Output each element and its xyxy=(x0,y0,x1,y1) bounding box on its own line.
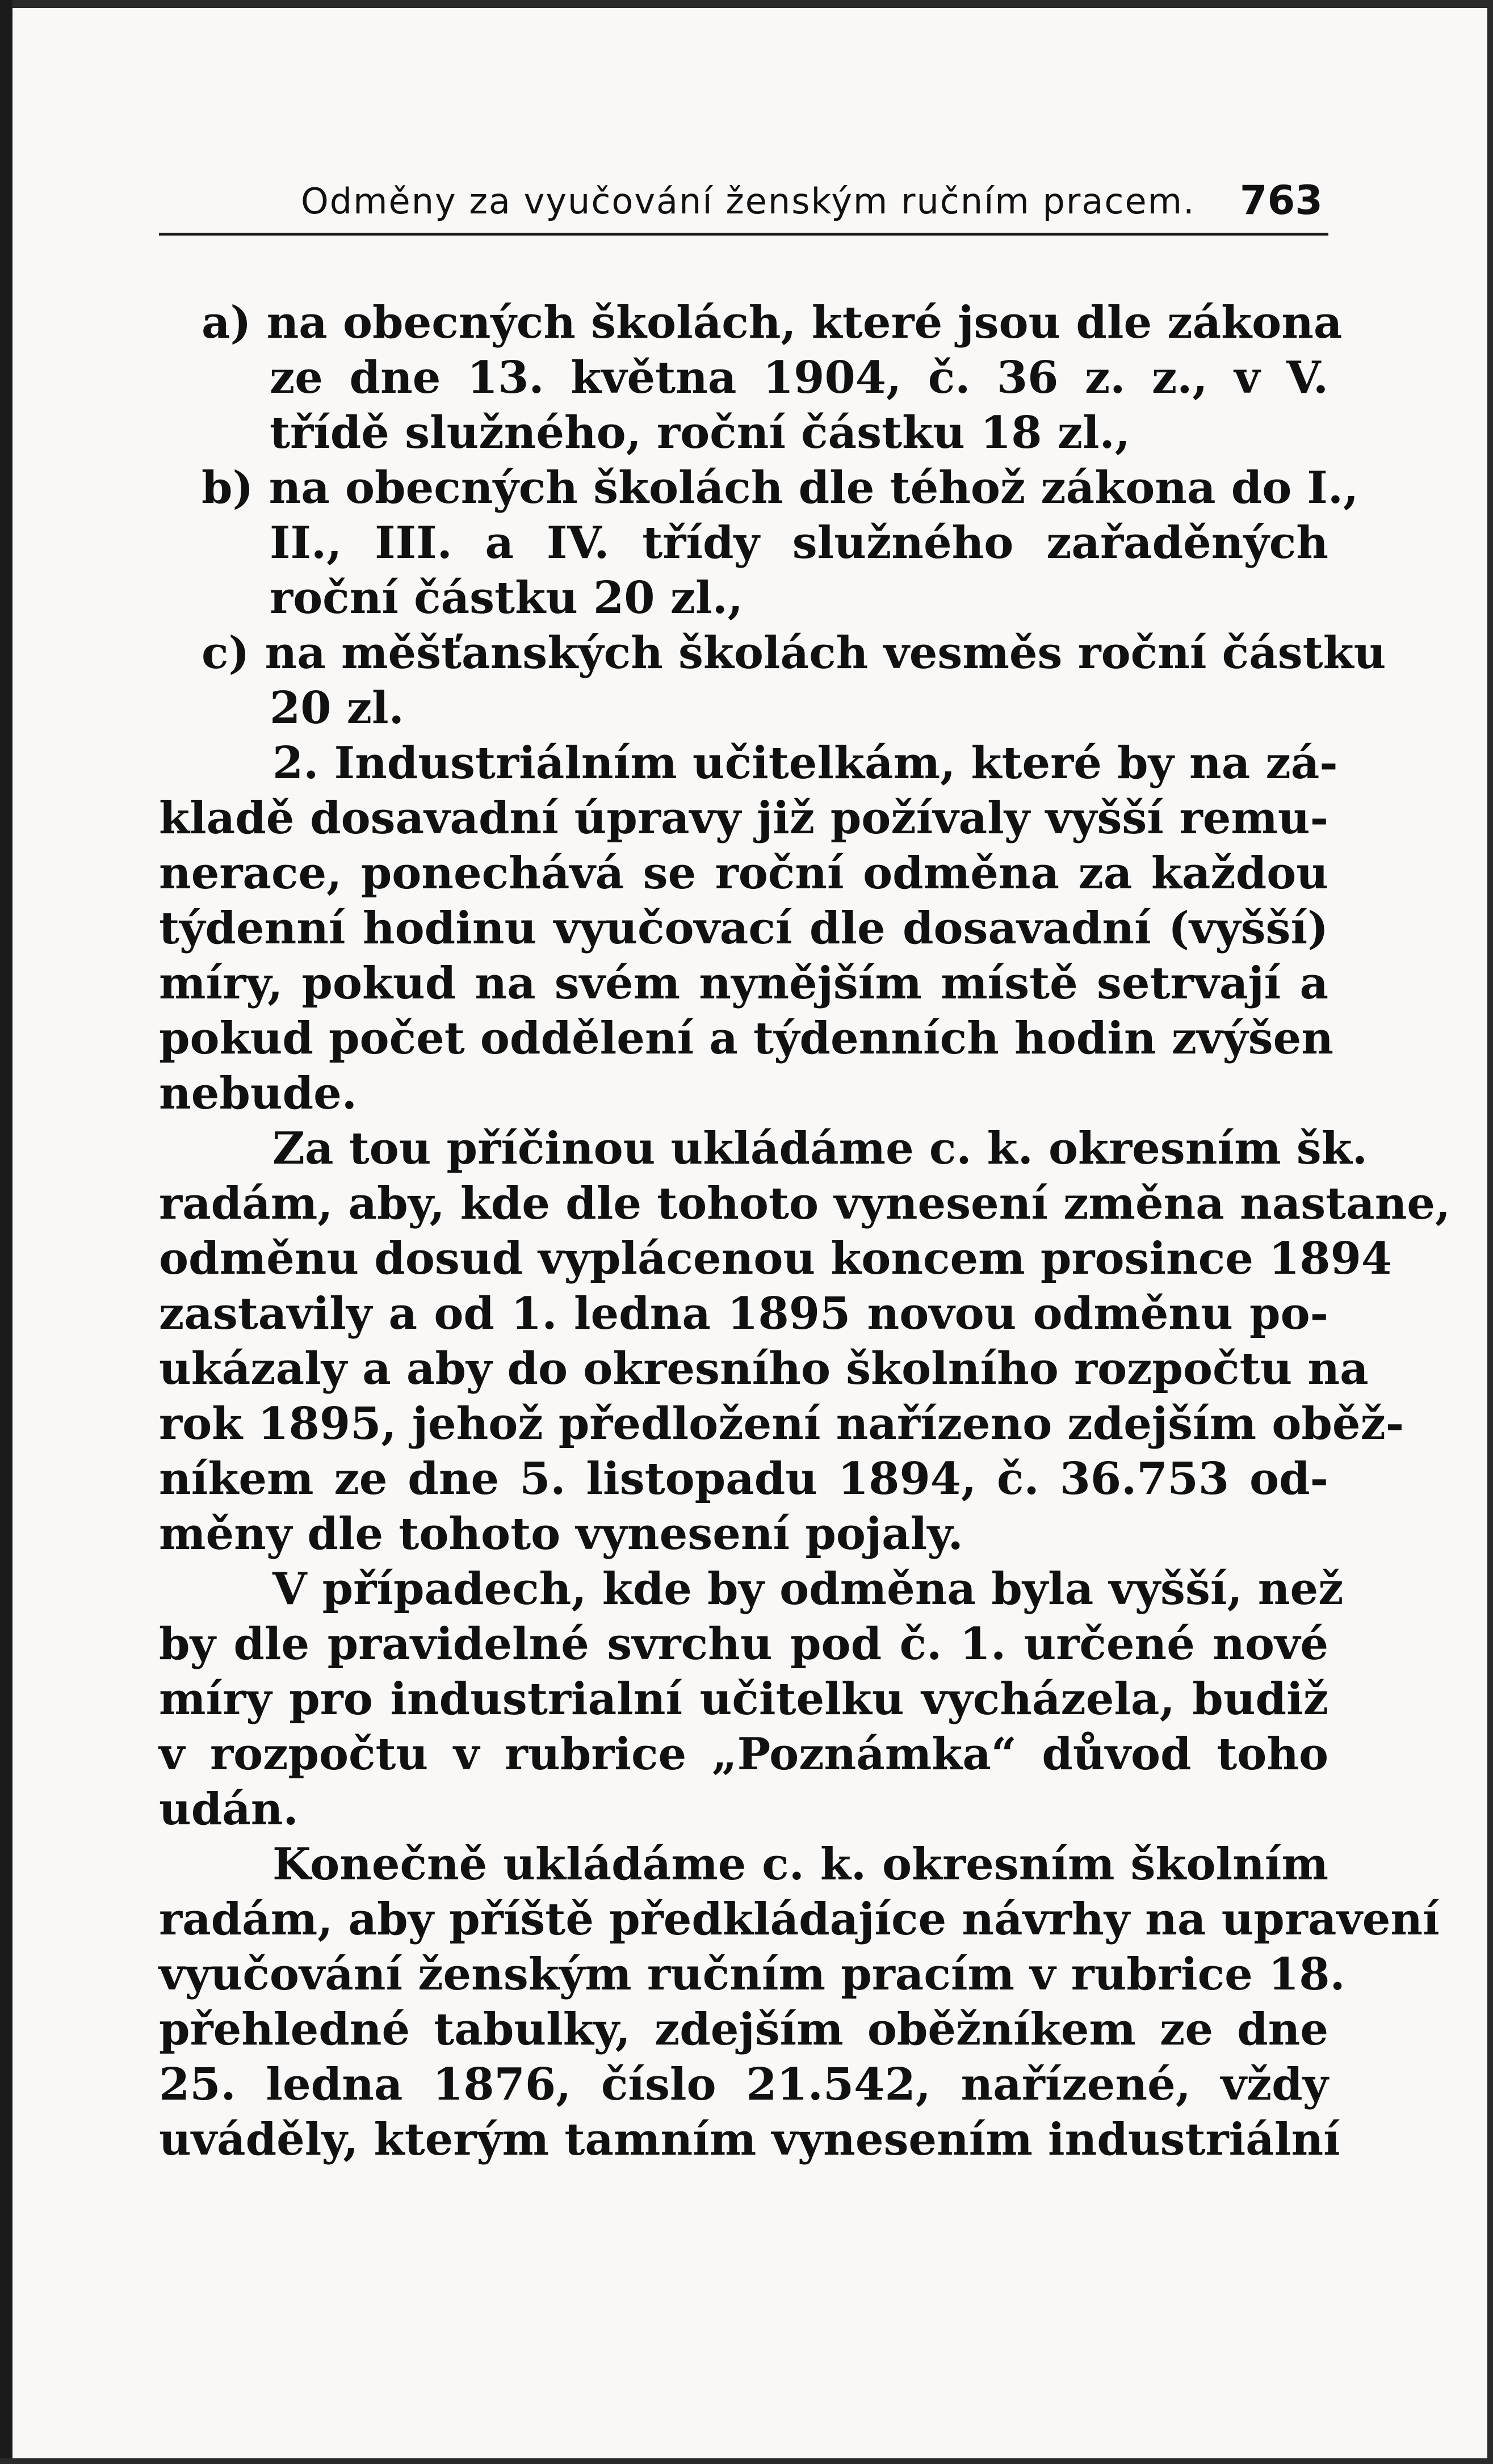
text-line: Za tou příčinou ukládáme c. k. okresním šk. xyxy=(272,1123,1368,1174)
text-line: odměnu dosud vyplácenou koncem prosince 1894 xyxy=(159,1233,1393,1285)
scan-edge-bottom xyxy=(0,2458,1493,2464)
text-line: nerace, ponechává se roční odměna za každou xyxy=(159,847,1328,899)
text-line: měny dle tohoto vynesení pojaly. xyxy=(159,1508,963,1560)
text-line: míry, pokud na svém nynějším místě setrvají a xyxy=(159,958,1328,1009)
body-text xyxy=(159,295,1451,2167)
text-line: týdenní hodinu vyučovací dle dosavadní (vyšší) xyxy=(159,903,1328,954)
text-line: a) na obecných školách, které jsou dle zákona xyxy=(202,297,1343,349)
text-line: kladě dosavadní úpravy již požívaly vyšší remu- xyxy=(159,792,1328,844)
text-line: V případech, kde by odměna byla vyšší, než xyxy=(272,1563,1344,1615)
text-line: vyučování ženským ručním pracím v rubrice 18. xyxy=(159,1949,1345,2000)
page-header xyxy=(159,170,1328,227)
text-line: 25. ledna 1876, číslo 21.542, nařízené, vždy xyxy=(159,2059,1328,2110)
scan-edge-right xyxy=(1487,0,1493,2464)
text-line: ze dne 13. května 1904, č. 36 z. z., v V. xyxy=(270,352,1328,404)
page-number: 763 xyxy=(1239,177,1323,224)
text-line: b) na obecných školách dle téhož zákona do I., xyxy=(202,462,1359,514)
text-line: nebude. xyxy=(159,1068,357,1119)
text-line: c) na měšťanských školách vesměs roční částku xyxy=(202,627,1386,679)
text-line: roční částku 20 zl., xyxy=(270,572,743,624)
text-line: 2. Industriálním učitelkám, které by na zá- xyxy=(272,737,1338,789)
text-line: by dle pravidelné svrchu pod č. 1. určené nové xyxy=(159,1618,1328,1670)
text-line: míry pro industrialní učitelku vycházela, budiž xyxy=(159,1673,1328,1725)
header-rule xyxy=(159,233,1328,236)
text-line: ukázaly a aby do okresního školního rozpočtu na xyxy=(159,1343,1369,1395)
text-line: pokud počet oddělení a týdenních hodin zvýšen xyxy=(159,1013,1333,1064)
text-line: rok 1895, jehož předložení nařízeno zdejším oběž- xyxy=(159,1398,1404,1450)
text-line: zastavily a od 1. ledna 1895 novou odměnu po- xyxy=(159,1288,1328,1340)
text-line: radám, aby příště předkládajíce návrhy na upravení xyxy=(159,1894,1440,1945)
text-line: udán. xyxy=(159,1783,299,1835)
text-line: uváděly, kterým tamním vynesením industriální xyxy=(159,2114,1340,2165)
text-line: 20 zl. xyxy=(270,682,404,734)
running-title: Odměny za vyučování ženským ručním pracem. xyxy=(301,181,1196,222)
text-line: radám, aby, kde dle tohoto vynesení změna nastane, xyxy=(159,1178,1451,1229)
scan-edge-left xyxy=(0,0,12,2464)
text-line: Konečně ukládáme c. k. okresním školním xyxy=(272,1838,1328,1890)
scan-edge-top xyxy=(0,0,1493,8)
text-line: v rozpočtu v rubrice „Poznámka“ důvod toho xyxy=(159,1728,1328,1780)
text-line: II., III. a IV. třídy služného zařaděných xyxy=(270,517,1328,569)
text-line: třídě služného, roční částku 18 zl., xyxy=(270,407,1130,459)
text-line: přehledné tabulky, zdejším oběžníkem ze dne xyxy=(159,2004,1328,2055)
text-line: níkem ze dne 5. listopadu 1894, č. 36.753 od- xyxy=(159,1453,1328,1505)
